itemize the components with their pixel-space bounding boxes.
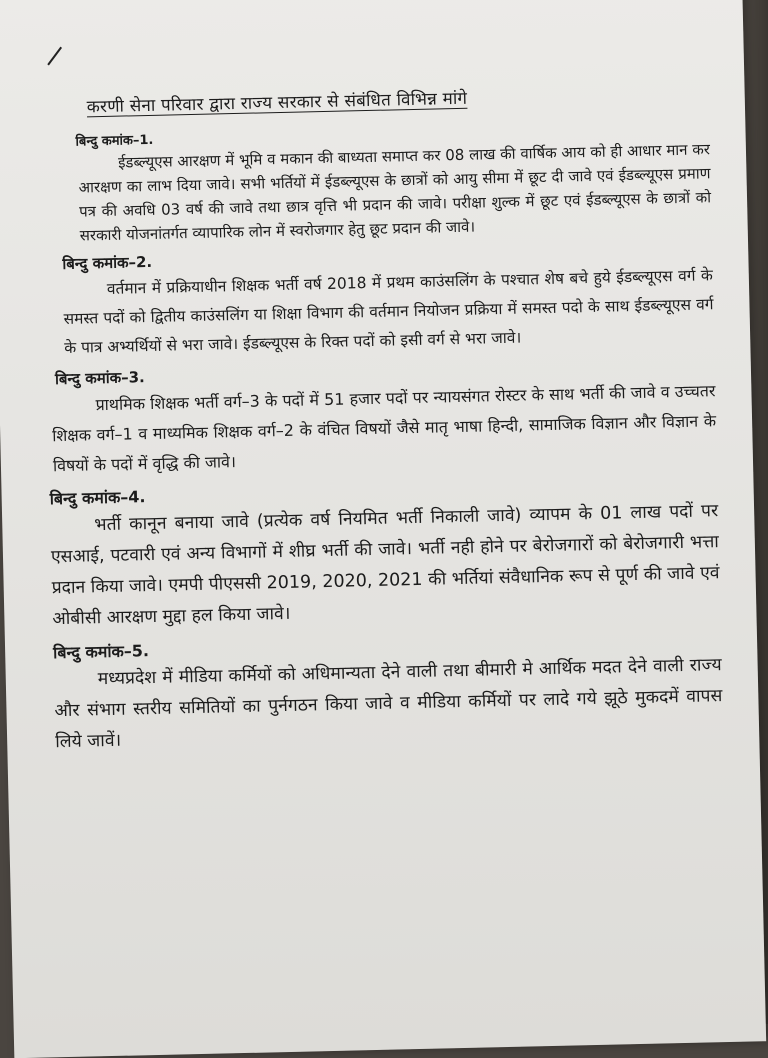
point-body: वर्तमान में प्रक्रियाधीन शिक्षक भर्ती वर्ष 2018 में प्रथम काउंसलिंग के पश्चात शेष बचे हुये ईडब्ल्यूएस वर्ग के समस्त पदों को द्वितीय काउंसलिंग या शिक्षा विभाग की वर्तमान नियोजन प्रक्रिया में समस्त पदो के साथ ईडब्ल्यूएस वर्ग के पात्र अभ्यर्थियों से भरा जावे। ईडब्ल्यूएस के रिक्त पदों को इसी वर्ग से भरा जावे। — [63, 266, 714, 357]
point-body: प्राथमिक शिक्षक भर्ती वर्ग–3 के पदों में 51 हजार पदों पर न्यायसंगत रोस्टर के साथ भर्ती की जावे व उच्चतर शिक्षक वर्ग–1 व माध्यमिक शिक्षक वर्ग–2 के वंचित विषयों जैसे मातृ भाषा हिन्दी, सामाजिक विज्ञान और विज्ञान के विषयों के पदों में वृद्धि की जावे। — [52, 381, 717, 476]
point-heading: बिन्दु कमांक–3. — [54, 368, 145, 389]
point-section-2 — [44, 239, 714, 363]
point-section-4 — [49, 472, 720, 635]
point-section-1 — [41, 117, 711, 248]
document-title: करणी सेना परिवार द्वारा राज्य सरकार से संबंधित विभिन्न मांगे — [86, 88, 468, 118]
document-content — [39, 2, 724, 758]
point-body: भर्ती कानून बनाया जावे (प्रत्येक वर्ष नियमित भर्ती निकाली जावे) व्यापम के 01 लाख पदों पर एसआई, पटवारी एवं अन्य विभागों में शीघ्र भर्ती की जावे। भर्ती नही होने पर बेरोजगारों को बेरोजगारी भत्ता प्रदान किया जावे। एमपी पीएससी 2019, 2020, 2021 की भर्तियां संवैधानिक रूप से पूर्ण की जावे एवं ओबीसी आरक्षण मुद्दा हल किया जावे। — [50, 501, 720, 630]
point-heading: बिन्दु कमांक–1. — [75, 132, 154, 150]
point-body: ईडब्ल्यूएस आरक्षण में भूमि व मकान की बाध्यता समाप्त कर 08 लाख की वार्षिक आय को ही आधार मान कर आरक्षण का लाभ दिया जावे। सभी भर्तियों में ईडब्ल्यूएस के छात्रों को आयु सीमा में छूट दी जावे एवं ईडब्ल्यूएस प्रमाण पत्र की अवधि 03 वर्ष की जावे तथा छात्र वृत्ति भी प्रदान की जावे। परीक्षा शुल्क में छूट एवं ईडब्ल्यूएस के छात्रों को सरकारी योजनांतर्गत व्यापारिक लोन में स्वरोजगार हेतु छूट प्रदान की जावे। — [78, 140, 712, 245]
point-heading: बिन्दु कमांक–4. — [49, 487, 146, 509]
point-section-5 — [53, 626, 723, 758]
point-body: मध्यप्रदेश में मीडिया कर्मियों को अधिमान्यता देने वाली तथा बीमारी मे आर्थिक मदत देने वाली राज्य और संभाग स्तरीय समितियों का पुर्नगठन किया जावे व मीडिया कर्मियों पर लादे गये झूठे मुकदमें वापस लिये जावें। — [54, 655, 723, 753]
point-heading: बिन्दु कमांक–5. — [52, 641, 150, 663]
point-heading: बिन्दु कमांक–2. — [62, 252, 153, 273]
point-section-3 — [47, 354, 717, 481]
